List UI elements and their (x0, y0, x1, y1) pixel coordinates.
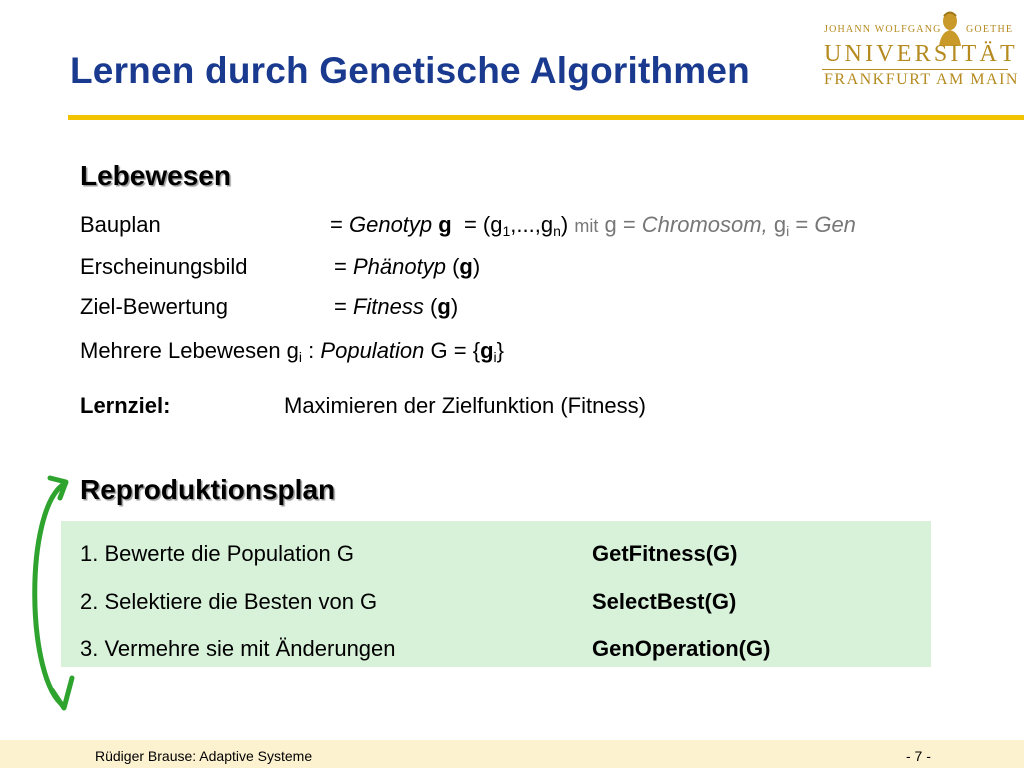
bauplan-label: Bauplan (80, 212, 161, 237)
step-2-function: SelectBest(G) (592, 589, 737, 614)
population-sub-i: i (298, 349, 303, 365)
logo-top-left: JOHANN WOLFGANG (824, 24, 942, 35)
bauplan-g-eq: g = (604, 212, 636, 237)
population-prefix: Mehrere Lebewesen g (80, 338, 299, 363)
bauplan-gen-eq: = (795, 212, 809, 237)
population-set-close: } (496, 338, 505, 363)
bauplan-sub-1: 1 (502, 223, 511, 239)
population-colon: : (308, 338, 315, 363)
slide-title: Lernen durch Genetische Algorithmen (70, 50, 750, 91)
bauplan-gen: Gen (814, 212, 856, 237)
row-zielbewertung-def (334, 294, 458, 320)
bauplan-sub-n: n (553, 223, 561, 239)
logo-top-line (824, 24, 1014, 35)
logo-sub-text: FRANKFURT AM MAIN (824, 71, 1019, 88)
erscheinungsbild-close: ) (472, 254, 481, 279)
heading-lebewesen: Lebewesen (80, 160, 231, 191)
university-logo (822, 10, 1019, 90)
row-zielbewertung (80, 294, 228, 320)
bauplan-eq: = (330, 212, 343, 237)
logo-main-text: UNIVERSITÄT (824, 41, 1018, 67)
zielbewertung-term: Fitness (352, 294, 424, 319)
bauplan-symbol: g (438, 212, 452, 237)
zielbewertung-open: ( (430, 294, 438, 319)
step-3-text: 3. Vermehre sie mit Änderungen (80, 636, 396, 661)
erscheinungsbild-term: Phänotyp (352, 254, 446, 279)
bauplan-tuple-close: ) (560, 212, 569, 237)
zielbewertung-close: ) (450, 294, 459, 319)
step-2-text: 2. Selektiere die Besten von G (80, 589, 378, 614)
lernziel-text: Maximieren der Zielfunktion (Fitness) (284, 393, 646, 418)
row-erscheinungsbild-def (334, 254, 480, 280)
population-set-prefix: G = { (430, 338, 481, 363)
bauplan-mit: mit (574, 216, 599, 236)
page-number: - 7 - (906, 748, 931, 764)
row-bauplan-def (330, 212, 856, 238)
step-3-function: GenOperation(G) (592, 636, 771, 661)
bauplan-sub-i: i (786, 223, 790, 239)
title-divider (68, 115, 1024, 120)
lernziel-label: Lernziel: (80, 393, 171, 418)
population-term: Population (320, 338, 425, 363)
cycle-arrow-icon (20, 470, 90, 720)
row-erscheinungsbild (80, 254, 248, 280)
step-1-text: 1. Bewerte die Population G (80, 541, 354, 566)
row-population (80, 338, 504, 364)
heading-reproduktionsplan: Reproduktionsplan (80, 474, 336, 505)
erscheinungsbild-label: Erscheinungsbild (80, 254, 248, 279)
erscheinungsbild-eq: = (334, 254, 347, 279)
bauplan-term: Genotyp (348, 212, 433, 237)
population-set-symbol: g (480, 338, 494, 363)
erscheinungsbild-symbol: g (459, 254, 473, 279)
row-bauplan (80, 212, 161, 238)
reproduction-steps-box (61, 521, 931, 667)
erscheinungsbild-open: ( (452, 254, 460, 279)
zielbewertung-eq: = (334, 294, 347, 319)
bauplan-gi: g (773, 212, 787, 237)
population-set-sub: i (493, 349, 497, 365)
bauplan-chromosom: Chromosom, (641, 212, 768, 237)
zielbewertung-symbol: g (437, 294, 451, 319)
logo-top-right: GOETHE (966, 24, 1014, 35)
logo-divider (822, 69, 1008, 70)
bauplan-tuple-mid: ,...,g (510, 212, 554, 237)
footer-author: Rüdiger Brause: Adaptive Systeme (95, 748, 313, 764)
step-1-function: GetFitness(G) (592, 541, 738, 566)
bauplan-tuple-eq: = (g (463, 212, 503, 237)
zielbewertung-label: Ziel-Bewertung (80, 294, 228, 319)
slide-footer (0, 740, 1024, 768)
